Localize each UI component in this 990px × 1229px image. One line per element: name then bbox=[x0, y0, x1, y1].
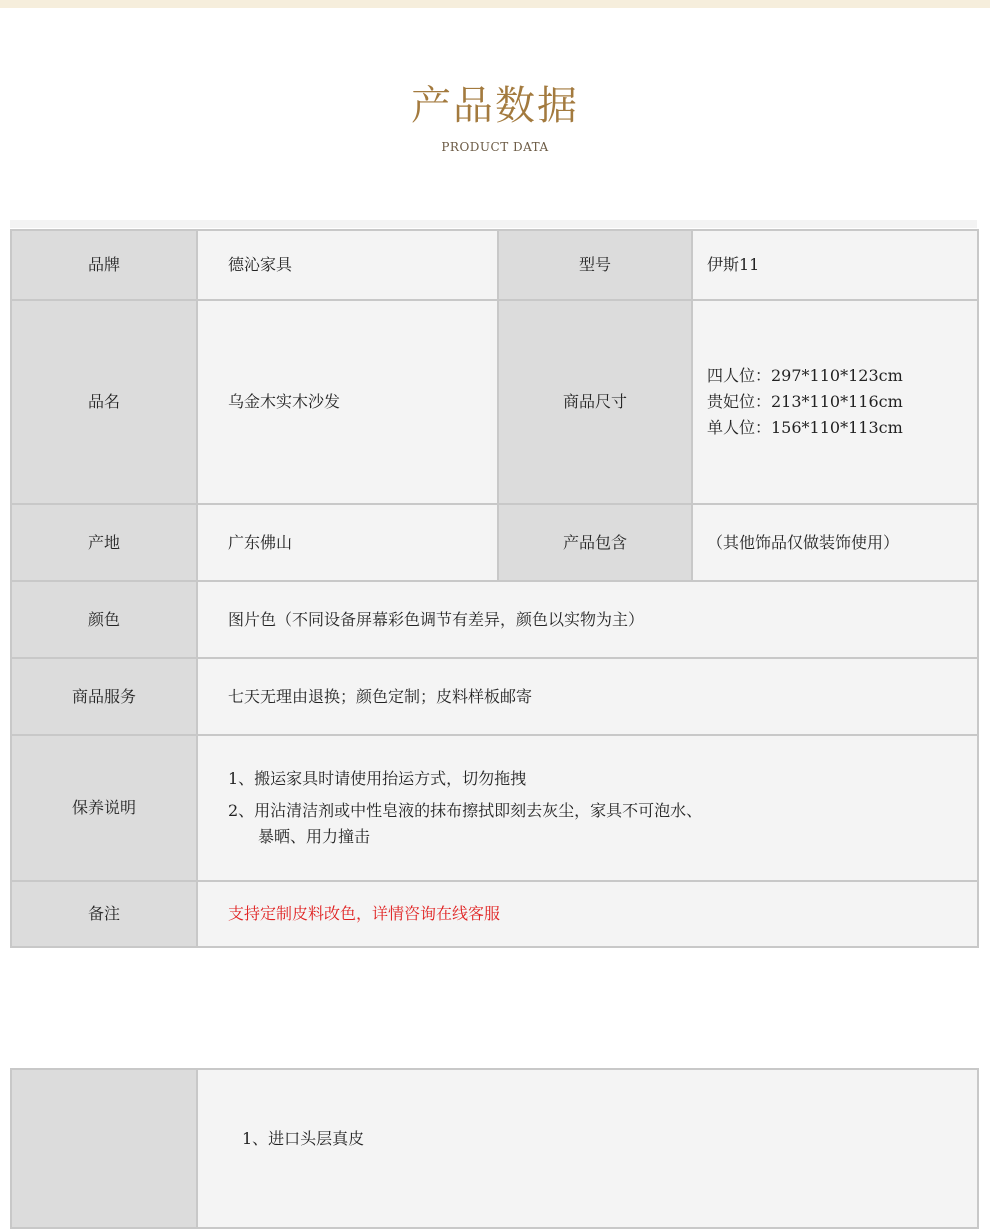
model-value: 伊斯11 bbox=[692, 230, 978, 300]
section-subtitle: PRODUCT DATA bbox=[441, 140, 549, 154]
model-label: 型号 bbox=[498, 230, 692, 300]
name-label: 品名 bbox=[11, 300, 197, 504]
care-values bbox=[197, 735, 978, 881]
top-banner-strip bbox=[0, 0, 990, 8]
size-line: 贵妃位：213*110*116cm bbox=[707, 392, 903, 411]
care-line: 2、用沾清洁剂或中性皂液的抹布擦拭即刻去灰尘，家具不可泡水、 bbox=[228, 801, 703, 820]
table-row bbox=[11, 658, 978, 735]
package-value: （其他饰品仅做装饰使用） bbox=[692, 504, 978, 581]
table-row bbox=[11, 504, 978, 581]
package-label: 产品包含 bbox=[498, 504, 692, 581]
name-value: 乌金木实木沙发 bbox=[197, 300, 498, 504]
brand-value: 德沁家具 bbox=[197, 230, 498, 300]
table-row bbox=[11, 300, 978, 504]
care-label: 保养说明 bbox=[11, 735, 197, 881]
color-value: 图片色（不同设备屏幕彩色调节有差异，颜色以实物为主） bbox=[197, 581, 978, 658]
remark-label: 备注 bbox=[11, 881, 197, 947]
origin-label: 产地 bbox=[11, 504, 197, 581]
table-row bbox=[11, 1069, 978, 1228]
table-row bbox=[11, 881, 978, 947]
origin-value: 广东佛山 bbox=[197, 504, 498, 581]
brand-label: 品牌 bbox=[11, 230, 197, 300]
material-line: 1、进口头层真皮 bbox=[197, 1069, 978, 1228]
care-line: 1、搬运家具时请使用抬运方式，切勿拖拽 bbox=[228, 769, 527, 788]
divider bbox=[10, 220, 977, 228]
size-line: 单人位：156*110*113cm bbox=[707, 418, 903, 437]
care-line: 暴晒、用力撞击 bbox=[258, 827, 371, 846]
size-values bbox=[692, 300, 978, 504]
size-label: 商品尺寸 bbox=[498, 300, 692, 504]
material-label bbox=[11, 1069, 197, 1228]
color-label: 颜色 bbox=[11, 581, 197, 658]
size-line: 四人位：297*110*123cm bbox=[707, 366, 903, 385]
service-label: 商品服务 bbox=[11, 658, 197, 735]
remark-value: 支持定制皮料改色，详情咨询在线客服 bbox=[197, 881, 978, 947]
table-row bbox=[11, 581, 978, 658]
material-table bbox=[10, 1068, 979, 1229]
table-row bbox=[11, 230, 978, 300]
section-header bbox=[0, 82, 990, 156]
product-spec-table bbox=[10, 229, 979, 948]
table-row bbox=[11, 735, 978, 881]
section-title: 产品数据 bbox=[411, 83, 579, 129]
service-value: 七天无理由退换；颜色定制；皮料样板邮寄 bbox=[197, 658, 978, 735]
